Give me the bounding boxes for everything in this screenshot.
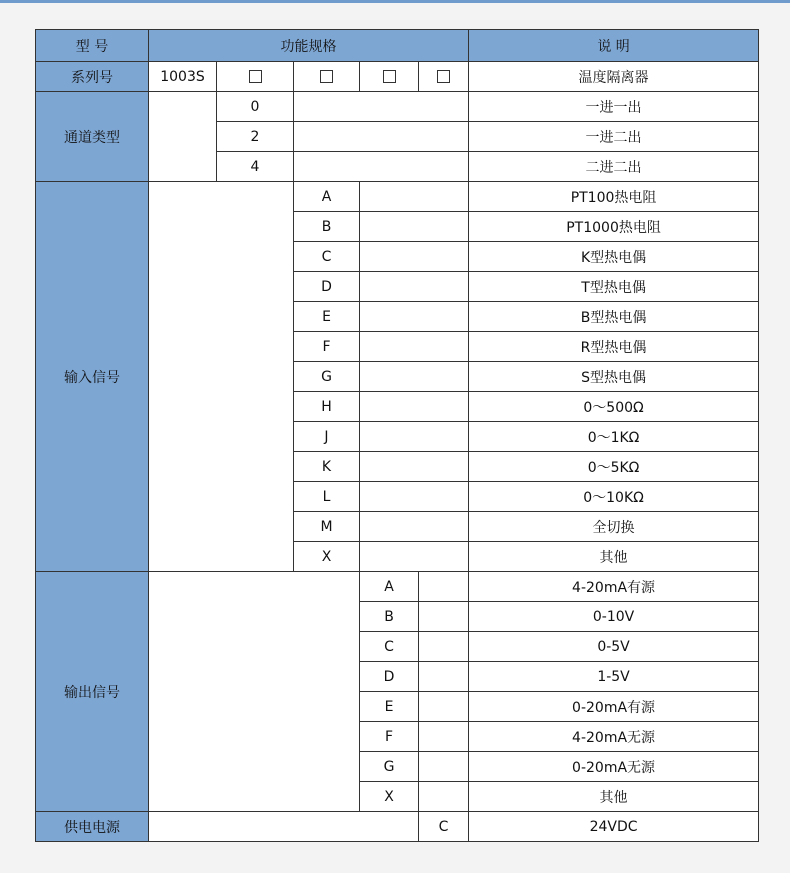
- output-code: X: [360, 782, 419, 812]
- empty-cell: [419, 602, 469, 632]
- empty-cell: [360, 422, 469, 452]
- output-row: [36, 572, 759, 602]
- empty-cell: [360, 272, 469, 302]
- empty-cell: [419, 782, 469, 812]
- channel-code: 0: [217, 92, 294, 122]
- empty-cell: [360, 302, 469, 332]
- checkbox-square-icon: [249, 70, 262, 83]
- header-spec: 功能规格: [149, 30, 469, 62]
- power-row: [36, 812, 759, 842]
- checkbox-square-icon: [437, 70, 450, 83]
- placeholder-box: [360, 62, 419, 92]
- output-desc: 其他: [469, 782, 759, 812]
- checkbox-square-icon: [320, 70, 333, 83]
- empty-cell: [149, 812, 419, 842]
- empty-cell: [360, 242, 469, 272]
- input-code: M: [294, 512, 360, 542]
- output-code: F: [360, 722, 419, 752]
- empty-cell: [360, 452, 469, 482]
- input-desc: 0～1KΩ: [469, 422, 759, 452]
- output-desc: 0-10V: [469, 602, 759, 632]
- input-code: H: [294, 392, 360, 422]
- empty-cell: [149, 182, 294, 572]
- spec-table: [35, 29, 759, 842]
- input-desc: 其他: [469, 542, 759, 572]
- empty-cell: [294, 122, 469, 152]
- input-code: B: [294, 212, 360, 242]
- input-code: A: [294, 182, 360, 212]
- output-code: B: [360, 602, 419, 632]
- channel-desc: 一进一出: [469, 92, 759, 122]
- input-desc: PT100热电阻: [469, 182, 759, 212]
- empty-cell: [360, 512, 469, 542]
- input-code: D: [294, 272, 360, 302]
- empty-cell: [360, 362, 469, 392]
- channel-label: 通道类型: [36, 92, 149, 182]
- output-code: G: [360, 752, 419, 782]
- input-desc: 0～10KΩ: [469, 482, 759, 512]
- channel-code: 2: [217, 122, 294, 152]
- empty-cell: [419, 722, 469, 752]
- input-code: K: [294, 452, 360, 482]
- empty-cell: [149, 92, 217, 182]
- power-label: 供电电源: [36, 812, 149, 842]
- input-desc: R型热电偶: [469, 332, 759, 362]
- input-label: 输入信号: [36, 182, 149, 572]
- input-desc: K型热电偶: [469, 242, 759, 272]
- series-desc: 温度隔离器: [469, 62, 759, 92]
- input-code: L: [294, 482, 360, 512]
- header-model: 型 号: [36, 30, 149, 62]
- output-desc: 4-20mA有源: [469, 572, 759, 602]
- output-desc: 0-20mA有源: [469, 692, 759, 722]
- input-code: E: [294, 302, 360, 332]
- output-code: D: [360, 662, 419, 692]
- empty-cell: [419, 632, 469, 662]
- placeholder-box: [419, 62, 469, 92]
- input-desc: T型热电偶: [469, 272, 759, 302]
- empty-cell: [360, 332, 469, 362]
- empty-cell: [419, 572, 469, 602]
- empty-cell: [419, 662, 469, 692]
- channel-row: [36, 92, 759, 122]
- top-accent-line: [0, 0, 790, 3]
- output-desc: 0-5V: [469, 632, 759, 662]
- input-code: C: [294, 242, 360, 272]
- input-row: [36, 182, 759, 212]
- empty-cell: [360, 542, 469, 572]
- series-row: [36, 62, 759, 92]
- input-desc: 全切换: [469, 512, 759, 542]
- input-desc: B型热电偶: [469, 302, 759, 332]
- input-desc: S型热电偶: [469, 362, 759, 392]
- empty-cell: [360, 482, 469, 512]
- checkbox-square-icon: [383, 70, 396, 83]
- channel-code: 4: [217, 152, 294, 182]
- placeholder-box: [217, 62, 294, 92]
- input-code: G: [294, 362, 360, 392]
- input-code: X: [294, 542, 360, 572]
- output-desc: 0-20mA无源: [469, 752, 759, 782]
- placeholder-box: [294, 62, 360, 92]
- output-desc: 1-5V: [469, 662, 759, 692]
- empty-cell: [294, 152, 469, 182]
- series-code: 1003S: [149, 62, 217, 92]
- input-desc: PT1000热电阻: [469, 212, 759, 242]
- output-code: E: [360, 692, 419, 722]
- empty-cell: [360, 212, 469, 242]
- empty-cell: [419, 692, 469, 722]
- output-code: C: [360, 632, 419, 662]
- empty-cell: [360, 392, 469, 422]
- power-code: C: [419, 812, 469, 842]
- empty-cell: [419, 752, 469, 782]
- header-desc: 说 明: [469, 30, 759, 62]
- channel-desc: 二进二出: [469, 152, 759, 182]
- power-desc: 24VDC: [469, 812, 759, 842]
- channel-desc: 一进二出: [469, 122, 759, 152]
- input-desc: 0～500Ω: [469, 392, 759, 422]
- output-code: A: [360, 572, 419, 602]
- header-row: [36, 30, 759, 62]
- input-code: F: [294, 332, 360, 362]
- empty-cell: [294, 92, 469, 122]
- input-code: J: [294, 422, 360, 452]
- output-desc: 4-20mA无源: [469, 722, 759, 752]
- series-label: 系列号: [36, 62, 149, 92]
- empty-cell: [360, 182, 469, 212]
- input-desc: 0～5KΩ: [469, 452, 759, 482]
- output-label: 输出信号: [36, 572, 149, 812]
- empty-cell: [149, 572, 360, 812]
